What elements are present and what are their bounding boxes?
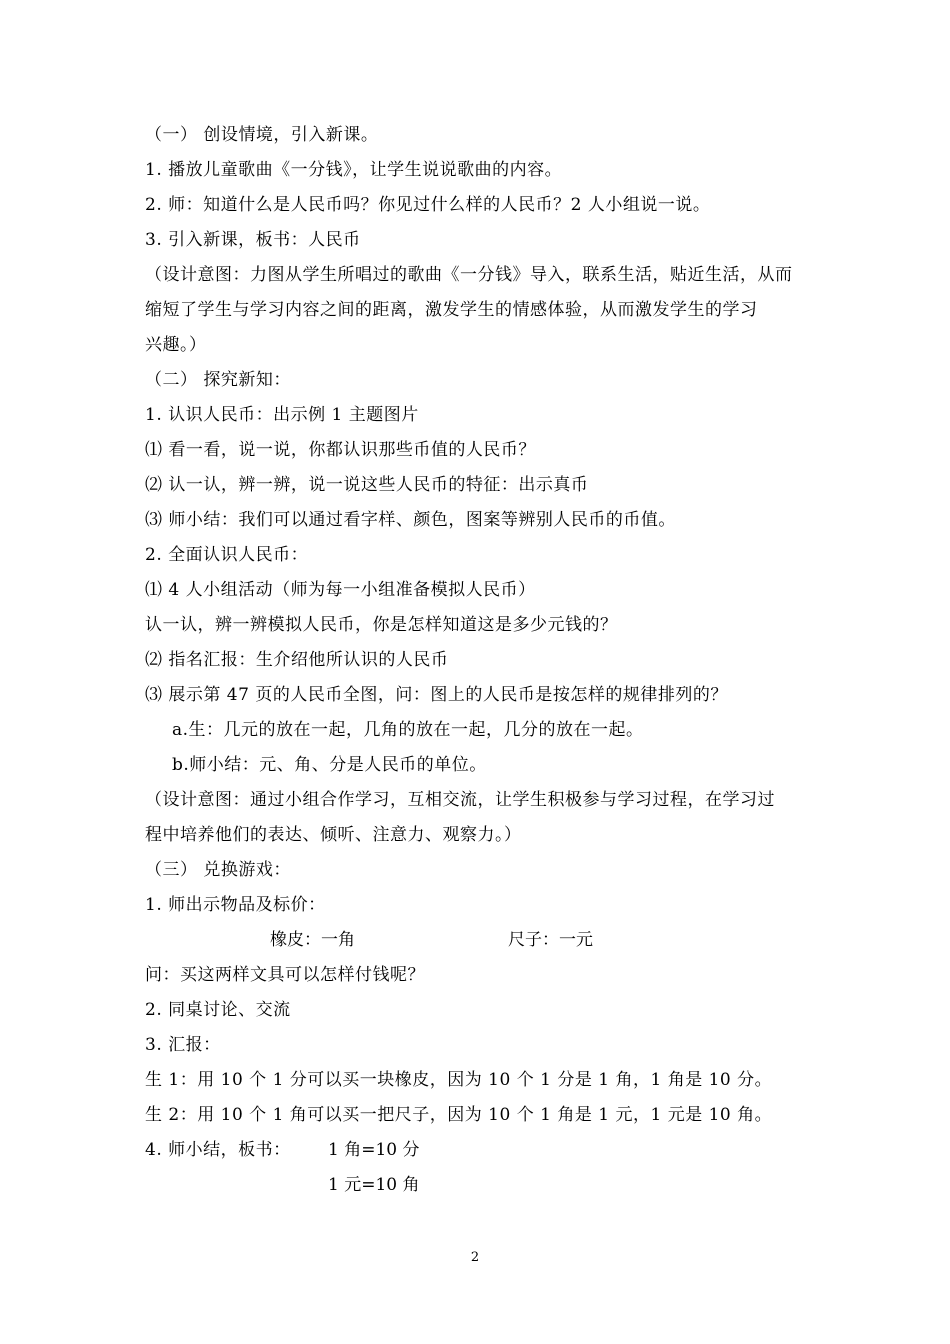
text-line: ⑴ 4 人小组活动（师为每一小组准备模拟人民币） <box>145 580 536 600</box>
formula-line: 1 角=10 分 <box>328 1140 420 1160</box>
text-line: ⑴ 看一看，说一说，你都认识那些币值的人民币？ <box>145 440 536 460</box>
text-line: 3. 引入新课，板书：人民币 <box>145 230 361 250</box>
item-eraser-price: 橡皮：一角 <box>270 930 355 950</box>
text-line: 2. 全面认识人民币： <box>145 545 309 565</box>
text-line: a.生：几元的放在一起，几角的放在一起，几分的放在一起。 <box>172 720 644 740</box>
text-line: 3. 汇报： <box>145 1035 221 1055</box>
text-line: ⑵ 指名汇报：生介绍他所认识的人民币 <box>145 650 449 670</box>
text-line: 2. 师：知道什么是人民币吗？你见过什么样的人民币？2 人小组说一说。 <box>145 195 711 215</box>
page-number: 2 <box>470 1250 480 1265</box>
text-line: 1. 播放儿童歌曲《一分钱》，让学生说说歌曲的内容。 <box>145 160 563 180</box>
text-line: 1. 认识人民币：出示例 1 主题图片 <box>145 405 419 425</box>
text-line: （设计意图：通过小组合作学习，互相交流，让学生积极参与学习过程，在学习过 <box>145 790 775 810</box>
text-line: ⑵ 认一认，辨一辨，说一说这些人民币的特征：出示真币 <box>145 475 589 495</box>
text-line: 生 2：用 10 个 1 角可以买一把尺子，因为 10 个 1 角是 1 元，1 元是 10 角。 <box>145 1105 773 1125</box>
text-line: 2. 同桌讨论、交流 <box>145 1000 291 1020</box>
formula-line: 1 元=10 角 <box>328 1175 420 1195</box>
text-line: 生 1：用 10 个 1 分可以买一块橡皮，因为 10 个 1 分是 1 角，1 角是 10 分。 <box>145 1070 773 1090</box>
section-heading-2: （二） 探究新知： <box>145 370 291 390</box>
item-ruler-price: 尺子：一元 <box>508 930 593 950</box>
text-line: 1. 师出示物品及标价： <box>145 895 326 915</box>
text-line: 认一认，辨一辨模拟人民币，你是怎样知道这是多少元钱的？ <box>145 615 618 635</box>
text-line: b.师小结：元、角、分是人民币的单位。 <box>172 755 487 775</box>
section-heading-1: （一） 创设情境，引入新课。 <box>145 125 379 145</box>
text-line: （设计意图：力图从学生所唱过的歌曲《一分钱》导入，联系生活，贴近生活，从而 <box>145 265 793 285</box>
text-line: 程中培养他们的表达、倾听、注意力、观察力。） <box>145 825 522 845</box>
text-line: ⑶ 师小结：我们可以通过看字样、颜色，图案等辨别人民币的币值。 <box>145 510 676 530</box>
text-line: ⑶ 展示第 47 页的人民币全图，问：图上的人民币是按怎样的规律排列的？ <box>145 685 728 705</box>
section-heading-3: （三） 兑换游戏： <box>145 860 291 880</box>
text-line: 兴趣。） <box>145 335 207 355</box>
text-line: 缩短了学生与学习内容之间的距离，激发学生的情感体验，从而激发学生的学习 <box>145 300 758 320</box>
text-line: 问：买这两样文具可以怎样付钱呢？ <box>145 965 425 985</box>
text-line: 4. 师小结，板书： <box>145 1140 291 1160</box>
